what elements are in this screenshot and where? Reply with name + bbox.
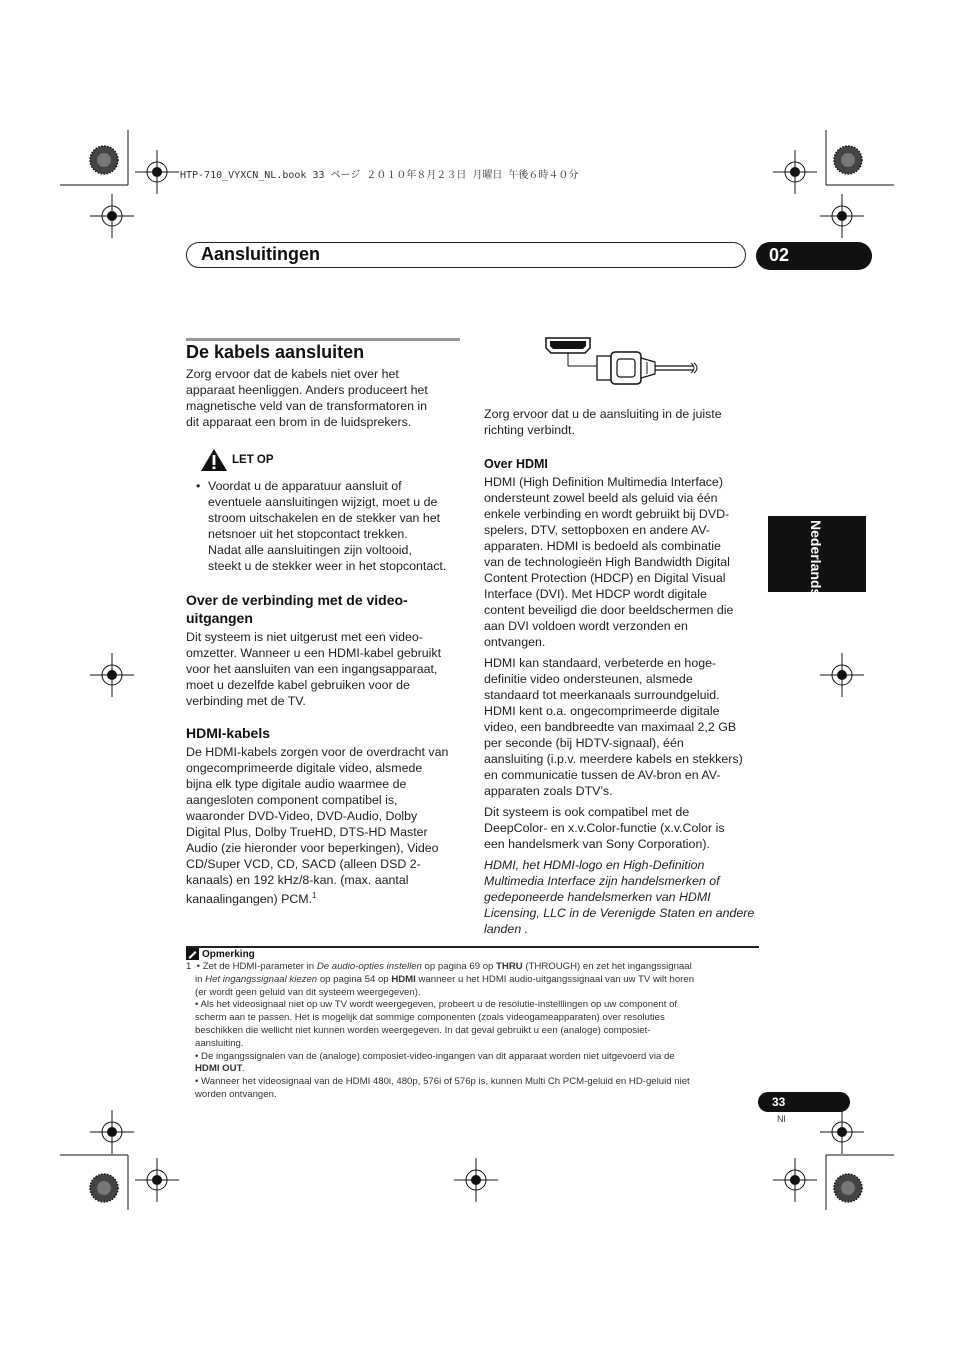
hdmi-connector-illustration [545, 336, 705, 386]
text-line: scherm aan te passen. Het is mogelijk dat sommige componenten (zoals videogameapparaten) over resoluties [195, 1012, 665, 1024]
text-line: moet u dezelfde kabel gebruiken voor de [186, 678, 410, 692]
bullet: • [196, 479, 201, 493]
text-line: en communicatie tussen de AV-bron en AV- [484, 768, 721, 782]
heading-line: Over de verbinding met de video- [186, 592, 408, 608]
page-language: Nl [777, 1114, 786, 1124]
text-run: De ingangssignalen van de (analoge) composiet-video-ingangen van dit apparaat worden niet uitgevoerd via de [201, 1050, 675, 1062]
over-hdmi-paragraph-1 [484, 474, 768, 650]
section-rule [186, 338, 460, 341]
text-run: THRU [496, 961, 523, 972]
text-line: apparaten zoals DTV’s. [484, 784, 613, 798]
chapter-number: 02 [756, 242, 872, 270]
text-line: kanaals) en 192 kHz/8-kan. (max. aantal [186, 873, 409, 887]
text-run: . [242, 1063, 246, 1075]
text-line: apparaten. HDMI is bedoeld als combinatie [484, 539, 721, 553]
text-line: aan DVI voldoen wordt verzonden en [484, 619, 688, 633]
text-run: wanneer u het HDMI audio-uitgangssignaal van uw TV wilt horen [415, 973, 695, 985]
text-line: Voordat u de apparatuur aansluit of [208, 479, 402, 493]
chapter-title: Aansluitingen [201, 244, 321, 264]
text-line: ongecomprimeerde digitale video, alsmede [186, 761, 423, 775]
text-line: Dit systeem is niet uitgerust met een video- [186, 630, 423, 644]
text-line: aansluiting (i.p.v. meerdere kabels en stekkers) [484, 752, 743, 766]
text-line: spelers, DTV, settopboxen en andere AV- [484, 523, 710, 537]
text-line: Digital Plus, Dolby TrueHD, DTS-HD Master [186, 825, 428, 839]
text-run: Wanneer het videosignaal van de HDMI 480i, 480p, 576i of 576p is, kunnen Multi Ch PCM-geluid en HD-geluid niet [201, 1076, 690, 1088]
text-run: (THROUGH) en zet het ingangssignaal [522, 961, 692, 972]
text-line: apparaat heenliggen. Anders produceert het [186, 383, 428, 397]
text-line: HDMI, het HDMI-logo en High-Definition [484, 858, 705, 872]
heading-line: uitgangen [186, 610, 253, 626]
text-line: HDMI (High Definition Multimedia Interface) [484, 475, 723, 489]
text-line: Nadat alle aansluitingen zijn voltooid, [208, 543, 412, 557]
text-line: dit apparaat een brom in de luidsprekers. [186, 415, 412, 429]
text-line: een handelsmerk van Sony Corporation). [484, 837, 710, 851]
warning-icon [200, 448, 228, 472]
text-line: standaard tot meerkanaals surroundgeluid. [484, 688, 720, 702]
over-hdmi-heading: Over HDMI [484, 457, 548, 471]
text-line: worden ontvangen. [195, 1088, 277, 1100]
text-line: beschikken die wellicht niet kunnen worden weergegeven. In dat geval gebruikt u een (analoge) composiet- [195, 1024, 651, 1036]
text-run: Als het videosignaal niet op uw TV wordt weergegeven, probeert u de resolutie-instelllingen op uw component of [200, 999, 678, 1011]
caution-text [208, 478, 470, 574]
text-line: content beveiligd die door beeldschermen die [484, 603, 734, 617]
language-tab [768, 516, 866, 597]
text-line: magnetische veld van de transformatoren in [186, 399, 428, 413]
text-line: omzetter. Wanneer u een HDMI-kabel gebruikt [186, 646, 442, 660]
text-run: Het ingangssignaal kiezen [205, 973, 318, 985]
text-line: Licensing, LLC in de Verenigde Staten en andere [484, 906, 755, 920]
text-line: Audio (zie hieronder voor beperkingen), Video [186, 841, 439, 855]
text-line: video, een bandbreedte van maximaal 2,2 GB [484, 720, 737, 734]
text-line: HDMI kan standaard, verbeterde en hoge- [484, 656, 717, 670]
print-header: HTP-710_VYXCN_NL.book 33 ページ ２０１０年８月２３日 月曜日 午後６時４０分 [180, 170, 579, 181]
intro-paragraph [186, 366, 466, 430]
text-line: Dit systeem is ook compatibel met de [484, 805, 690, 819]
text-run: op pagina 69 op [421, 961, 497, 972]
text-run: in [195, 973, 206, 985]
trademark-notice [484, 857, 768, 937]
language-tab-label: Nederlands [808, 520, 824, 597]
text-line: HDMI kent o.a. ongecomprimeerde digitale [484, 704, 720, 718]
text-line: per seconde (bij HDTV-signaal), één [484, 736, 684, 750]
video-output-heading [186, 591, 466, 627]
text-line: steekt u de stekker weer in het stopcontact. [208, 559, 447, 573]
text-line: bijna elk type digitale audio waarmee de [186, 777, 407, 791]
text-line: DeepColor- en x.v.Color-functie (x.v.Color is [484, 821, 725, 835]
text-line: ondersteunt zowel beeld als geluid via één [484, 491, 718, 505]
text-line: richting verbindt. [484, 423, 575, 437]
footnote-number: 1 [186, 961, 192, 972]
text-line: voor het aansluiten van een ingangsapparaat, [186, 662, 438, 676]
text-line: netsnoer uit het stopcontact trekken. [208, 527, 408, 541]
text-line: verbinding met de TV. [186, 694, 306, 708]
text-run: De audio-opties instellen [316, 961, 422, 972]
over-hdmi-paragraph-3 [484, 804, 768, 852]
hdmi-cables-paragraph [186, 744, 470, 907]
text-line: waaronder DVD-Video, DVD-Audio, Dolby [186, 809, 418, 823]
text-line: definitie video ondersteunen, alsmede [484, 672, 693, 686]
footnote-text: 1 • Zet de HDMI-parameter in De audio-opties instellen op pagina 69 op THRU (THROUGH) en zet het ingangssignaal in Het ingangssignaal kiezen op pagina 54 op HDMI wanneer u het HDMI audio-uitgangssignaal van uw TV wilt horen (er wordt geen geluid van dit systeem weergegeven). • Als het videosignaal niet op uw TV wordt weergegeven, probeert u de resolutie-instelllingen op uw component of scherm aan te passen. Het is mogelijk dat sommige componenten (zoals videogameapparaten) over resoluties beschikken die wellicht niet kunnen worden weergegeven. In dat geval gebruikt u een (analoge) composiet- aansluiting. • De ingangssignalen van de (analoge) composiet-video-ingangen van dit apparaat worden niet uitgevoerd via de HDMI OUT. • Wanneer het videosignaal van de HDMI 480i, 480p, 576i of 576p is, kunnen Multi Ch PCM-geluid en HD-geluid niet worden ontvangen. [186, 961, 760, 1102]
page-number: 33 [758, 1092, 850, 1112]
text-line: Interface (DVI). Met HDCP wordt digitale [484, 587, 707, 601]
text-line: (er wordt geen geluid van dit systeem weergegeven). [195, 986, 421, 998]
text-line: aangesloten component compatibel is, [186, 793, 398, 807]
cable-orientation-note [484, 406, 766, 438]
text-line: Content Protection (HDCP) en Digital Visual [484, 571, 726, 585]
text-line: De HDMI-kabels zorgen voor de overdracht van [186, 745, 449, 759]
text-line: Zorg ervoor dat de kabels niet over het [186, 367, 399, 381]
text-line: ontvangen. [484, 635, 546, 649]
text-line: Zorg ervoor dat u de aansluiting in de juiste [484, 407, 722, 421]
text-line: stroom uitschakelen en de stekker van het [208, 511, 441, 525]
footnote-heading [186, 948, 255, 960]
hdmi-cables-heading: HDMI-kabels [186, 725, 271, 741]
text-line: CD/Super VCD, CD, SACD (alleen DSD 2- [186, 857, 421, 871]
text-run: HDMI OUT [195, 1063, 243, 1075]
text-run: op pagina 54 op [317, 973, 392, 985]
video-output-paragraph [186, 629, 468, 709]
text-line: landen . [484, 922, 529, 936]
section-heading: De kabels aansluiten [186, 342, 365, 362]
over-hdmi-paragraph-2 [484, 655, 768, 799]
text-line: Multimedia Interface zijn handelsmerken of [484, 874, 720, 888]
text-run: HDMI [391, 973, 416, 985]
text-line: aansluiting. [195, 1037, 244, 1049]
text-line: enkele verbinding en wordt gebruikt bij DVD- [484, 507, 730, 521]
text-line: eventuele aansluitingen wijzigt, moet u de [208, 495, 438, 509]
text-line: kanaalingangen) PCM. [186, 892, 313, 907]
footnote-ref: 1 [312, 891, 317, 900]
note-icon [186, 948, 199, 960]
text-line: gedeponeerde handelsmerken van HDMI [484, 890, 711, 904]
footnote-heading-label: Opmerking [202, 948, 255, 960]
text-run: Zet de HDMI-parameter in [202, 961, 317, 972]
caution-label: LET OP [232, 454, 274, 466]
text-line: van de technologieën High Bandwidth Digital [484, 555, 730, 569]
footnote-rule [186, 946, 759, 948]
